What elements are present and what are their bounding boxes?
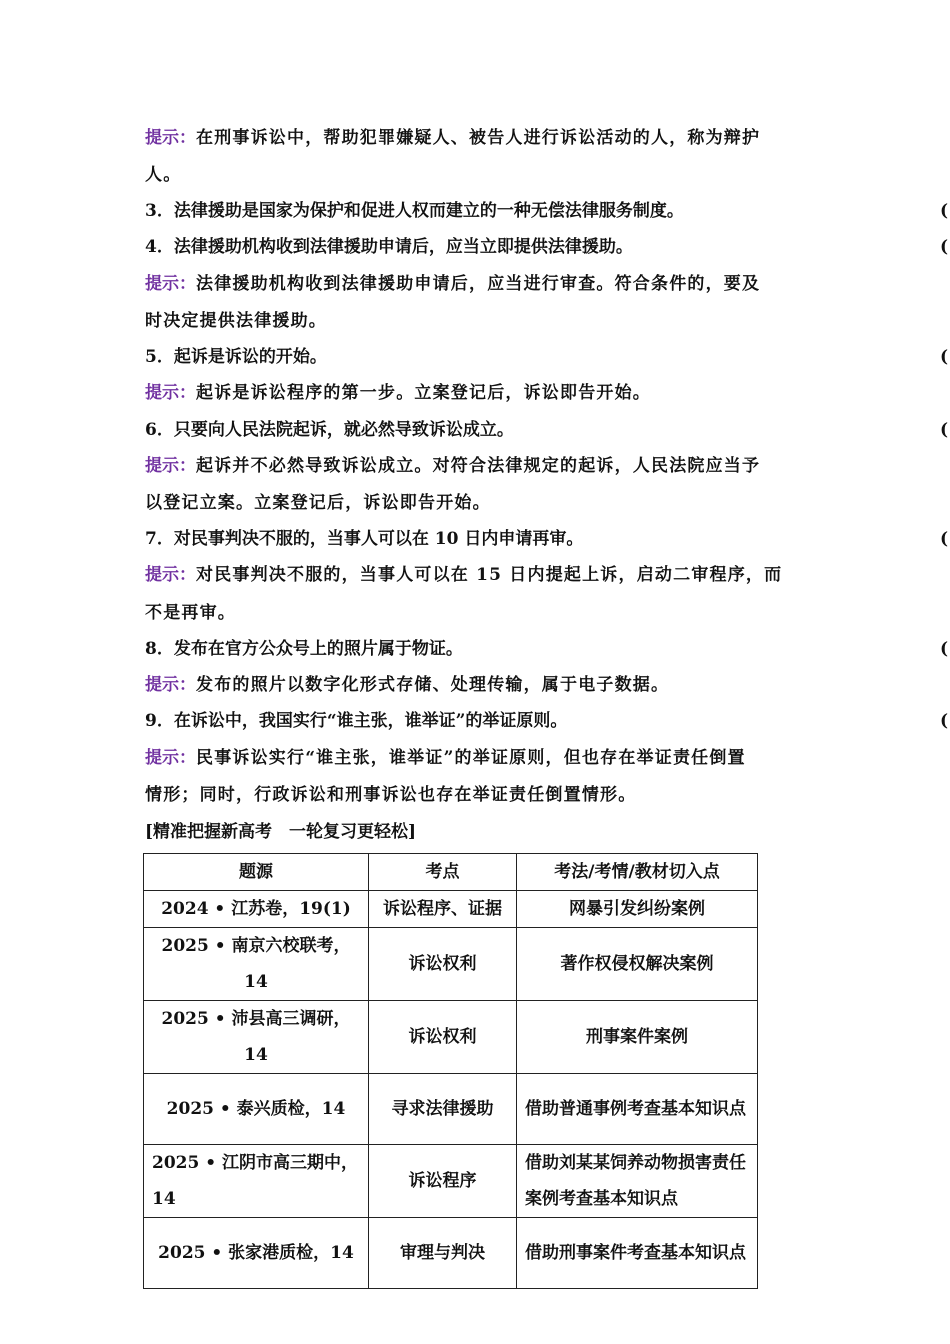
table-cell: 寻求法律援助 [369,1074,517,1145]
hint-continuation: 人。 [145,165,182,185]
table-row [144,1001,758,1074]
hint-label: 提示： [145,565,196,585]
table-cell: 诉讼程序、证据 [369,891,517,928]
table-cell: 网暴引发纠纷案例 [517,891,758,928]
table-cell: 诉讼权利 [369,1001,517,1074]
hint-label: 提示： [145,456,196,476]
table-cell: 诉讼程序 [369,1145,517,1218]
hint-label: 提示： [145,748,196,768]
exam-source-table [143,853,758,1289]
answer-bracket: ( [940,347,949,367]
answer-bracket: ( [940,711,949,731]
question-7: 7．对民事判决不服的，当事人可以在 10 日内申请再审。 [145,529,584,549]
hint-line [145,127,810,149]
hint-line [145,747,810,769]
table-header-cell: 考点 [369,854,517,891]
table-cell: 借助刘某某饲养动物损害责任案例考查基本知识点 [517,1145,758,1218]
question-9: 9．在诉讼中，我国实行“谁主张，谁举证”的举证原则。 [145,711,568,731]
table-cell: 2025 • 南京六校联考，14 [144,928,369,1001]
hint-text: 对民事判决不服的，当事人可以在 15 日内提起上诉，启动二审程序，而 [196,565,783,585]
hint-label: 提示： [145,128,196,148]
hint-continuation: 以登记立案。立案登记后，诉讼即告开始。 [145,493,491,513]
question-8: 8．发布在官方公众号上的照片属于物证。 [145,639,463,659]
table-cell: 2025 • 张家港质检，14 [144,1218,369,1289]
table-row [144,1074,758,1145]
answer-bracket: ( [940,639,949,659]
hint-label: 提示： [145,274,196,294]
table-cell: 借助刑事案件考查基本知识点 [517,1218,758,1289]
answer-bracket: ( [940,201,949,221]
answer-bracket: ( [940,420,949,440]
table-cell: 著作权侵权解决案例 [517,928,758,1001]
hint-label: 提示： [145,383,196,403]
table-cell: 诉讼权利 [369,928,517,1001]
hint-line [145,382,810,404]
table-cell: 2025 • 沛县高三调研，14 [144,1001,369,1074]
hint-line [145,273,810,295]
question-3: 3．法律援助是国家为保护和促进人权而建立的一种无偿法律服务制度。 [145,201,684,221]
answer-bracket: ( [940,237,949,257]
question-4: 4．法律援助机构收到法律援助申请后，应当立即提供法律援助。 [145,237,633,257]
table-header-row [144,854,758,891]
hint-line [145,455,810,477]
table-row [144,891,758,928]
hint-text: 起诉是诉讼程序的第一步。立案登记后，诉讼即告开始。 [196,383,651,403]
answer-bracket: ( [940,529,949,549]
table-cell: 2025 • 江阴市高三期中，14 [144,1145,369,1218]
table-cell: 借助普通事例考查基本知识点 [517,1074,758,1145]
table-cell: 审理与判决 [369,1218,517,1289]
hint-text: 在刑事诉讼中，帮助犯罪嫌疑人、被告人进行诉讼活动的人，称为辩护 [196,128,761,148]
table-cell: 2025 • 泰兴质检，14 [144,1074,369,1145]
hint-text: 起诉并不必然导致诉讼成立。对符合法律规定的起诉，人民法院应当予 [196,456,761,476]
hint-label: 提示： [145,675,196,695]
hint-continuation: 不是再审。 [145,603,236,623]
table-cell: 刑事案件案例 [517,1001,758,1074]
table-row [144,1145,758,1218]
table-cell: 2024 • 江苏卷，19(1) [144,891,369,928]
hint-line [145,564,810,586]
hint-line [145,674,810,696]
table-header-cell: 考法/考情/教材切入点 [517,854,758,891]
hint-text: 法律援助机构收到法律援助申请后，应当进行审查。符合条件的，要及 [196,274,761,294]
hint-text: 发布的照片以数字化形式存储、处理传输，属于电子数据。 [196,675,670,695]
hint-text: 民事诉讼实行“谁主张，谁举证”的举证原则，但也存在举证责任倒置 [196,748,746,768]
hint-continuation: 情形；同时，行政诉讼和刑事诉讼也存在举证责任倒置情形。 [145,785,637,805]
table-row [144,928,758,1001]
question-6: 6．只要向人民法院起诉，就必然导致诉讼成立。 [145,420,514,440]
question-5: 5．起诉是诉讼的开始。 [145,347,327,367]
table-header-cell: 题源 [144,854,369,891]
section-title: [精准把握新高考 一轮复习更轻松] [145,822,417,842]
hint-continuation: 时决定提供法律援助。 [145,311,327,331]
table-row [144,1218,758,1289]
